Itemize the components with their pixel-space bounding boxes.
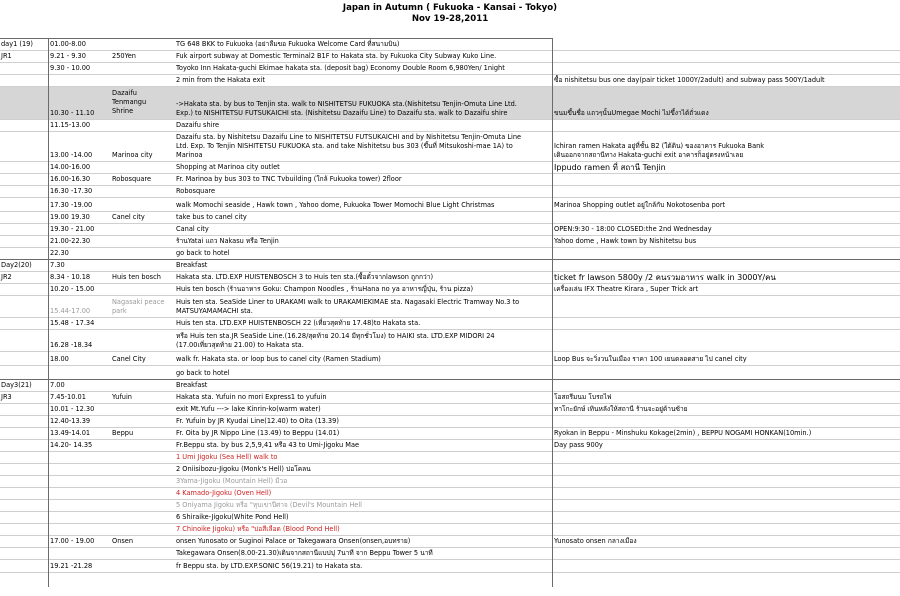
time-cell: 7.00 (50, 381, 65, 389)
activity-cell: walk Momochi seaside , Hawk town , Yahoo dome, Fukuoka Tower Momochi Blue Light Christmas (176, 201, 495, 209)
time-cell: 13.00 -14.00 (50, 151, 93, 159)
table-row (0, 512, 900, 524)
day-cell (0, 318, 48, 329)
note-cell (553, 524, 900, 535)
activity-cell: walk fr. Hakata sta. or loop bus to canel city (Ramen Stadium) (176, 355, 381, 363)
time-cell: 15.48 - 17.34 (50, 319, 95, 327)
activity-cell: Robosquare (176, 187, 216, 195)
time-cell: 16.00-16.30 (50, 175, 91, 183)
activity-cell: go back to hotel (176, 249, 230, 257)
note-cell: Day pass 900y (554, 441, 603, 449)
time-cell: 9.30 - 10.00 (50, 64, 91, 72)
note-cell: Yunosato onsen กลางเมือง (554, 537, 637, 545)
day-cell (0, 120, 48, 131)
time-cell: 14.20- 14.35 (50, 441, 93, 449)
activity-cell: Huis ten bosch (ร้านอาหาร Goku: Champon Noodles , ร้านHana no ya อาหารญี่ปุ่น, ร้าน pizza) (176, 285, 474, 293)
place-cell (111, 416, 175, 427)
table-row (0, 452, 900, 464)
table-row (0, 132, 900, 162)
time-cell (49, 500, 111, 511)
activity-cell: Fr. Marinoa by bus 303 to TNC Tvbuilding (ใกล้ Fukuoka tower) 2floor (176, 175, 402, 183)
activity-cell: 1 Umi Jigoku (Sea Hell) walk to (176, 453, 278, 461)
table-row (0, 380, 900, 392)
note-cell (553, 186, 900, 197)
time-cell (49, 476, 111, 487)
place-cell (111, 488, 175, 499)
table-row (0, 39, 900, 51)
place-cell (111, 404, 175, 415)
activity-cell: fr Beppu sta. by LTD.EXP.SONIC 56(19.21) to Hakata sta. (176, 562, 363, 570)
place-cell (111, 63, 175, 74)
time-cell (49, 366, 111, 379)
day-cell (0, 452, 48, 463)
note-cell (553, 500, 900, 511)
table-row (0, 416, 900, 428)
activity-cell: 2 Oniisibozu-Jigoku (Monk's Hell) บ่อโคลน (176, 465, 311, 473)
time-cell: 22.30 (50, 249, 69, 257)
place-cell: Onsen (112, 537, 134, 545)
day-cell (0, 512, 48, 523)
table-row (0, 352, 900, 366)
note-cell (553, 330, 900, 351)
day-cell (0, 248, 48, 259)
note-cell (553, 548, 900, 559)
activity-cell: 3Yama-Jigoku (Mountain Hell) มีวอ (176, 477, 288, 485)
note-cell: Loop Bus จะวิ่งวนในเมือง ราคา 100 เยนตลอดสาย ไป canel city (554, 355, 747, 363)
day-cell (0, 560, 48, 572)
document-title: Japan in Autumn ( Fukuoka - Kansai - Tokyo) (342, 3, 558, 13)
activity-cell: Breakfast (176, 261, 208, 269)
activity-cell: Fuk airport subway at Domestic Terminal2 B1F to Hakata sta. by Fukuoka City Subway Kuko Line. (176, 52, 497, 60)
place-cell (111, 260, 175, 271)
place-cell: Huis ten bosch (112, 273, 161, 281)
table-row (0, 318, 900, 330)
day-cell (0, 212, 48, 223)
time-cell: 18.00 (50, 355, 69, 363)
time-cell (49, 524, 111, 535)
place-cell (111, 380, 175, 391)
time-cell: 10.30 - 11.10 (50, 109, 95, 117)
day-cell (0, 440, 48, 451)
place-cell (111, 75, 175, 86)
place-cell: Yufuin (112, 393, 132, 401)
table-row (0, 87, 900, 120)
column-divider (552, 39, 553, 587)
place-cell (111, 366, 175, 379)
day-cell (0, 174, 48, 185)
table-row (0, 248, 900, 260)
table-row (0, 120, 900, 132)
document-dates: Nov 19-28,2011 (411, 14, 489, 24)
table-row (0, 296, 900, 318)
table-row (0, 272, 900, 284)
day-cell (0, 500, 48, 511)
place-cell (111, 476, 175, 487)
note-cell (553, 452, 900, 463)
note-cell: Ichiran ramen Hakata อยู่ที่ชั้น B2 (ใต้ดิน) ของอาคาร Fukuoka Bank เดินออกจากสถานีทาง Hakata-guchi exit อาคารก็อยู่ตรงหน้าเลย (554, 142, 765, 159)
day-cell (0, 404, 48, 415)
note-cell (553, 174, 900, 185)
note-cell: ทาโกะยักษ์ เทินหลังให้สถานี ร้านจะอยู่ด้านซ้าย (554, 405, 688, 413)
place-cell (111, 524, 175, 535)
table-row (0, 174, 900, 186)
activity-cell: Fr. Yufuin by JR Kyudai Line(12.40) to Oita (13.39) (176, 417, 339, 425)
activity-cell: Fr.Beppu sta. by bus 2,5,9,41 หรือ 43 to Umi-Jigoku Mae (176, 441, 360, 449)
table-row (0, 500, 900, 512)
day-cell (0, 162, 48, 173)
note-cell (553, 248, 900, 259)
activity-cell: Hakata sta. Yufuin no mori Express1 to yufuin (176, 393, 327, 401)
itinerary-table (0, 39, 900, 573)
time-cell: 10.01 - 12.30 (50, 405, 95, 413)
time-cell: 10.20 - 15.00 (50, 285, 95, 293)
table-row (0, 476, 900, 488)
place-cell (111, 500, 175, 511)
time-cell: 16.28 -18.34 (50, 341, 93, 349)
place-cell: 250Yen (112, 52, 136, 60)
table-row (0, 186, 900, 198)
place-cell (111, 548, 175, 559)
table-row (0, 236, 900, 248)
place-cell (111, 248, 175, 259)
place-cell: Canel City (112, 355, 146, 363)
time-cell: 15.44-17.00 (50, 307, 91, 315)
table-row (0, 366, 900, 380)
day-cell (0, 236, 48, 247)
time-cell (49, 464, 111, 475)
note-cell (553, 296, 900, 317)
note-cell: เครื่องเล่น IFX Theatre Kirara , Super Trick art (554, 285, 699, 293)
activity-cell: go back to hotel (176, 369, 230, 377)
note-cell: โอสถรีมนม โบรถไฟ (554, 393, 612, 401)
activity-cell: Toyoko Inn Hakata-guchi Ekimae hakata sta. (deposit bag) Economy Double Room 6,980Yen/ 1night (176, 64, 505, 72)
place-cell (111, 560, 175, 572)
note-cell: ขนมขึ้นชื่อ แถวๆนั้นUmegae Mochi ไม่ขึ้งาได้ถั่วแดง (554, 109, 709, 117)
place-cell (111, 236, 175, 247)
place-cell (111, 120, 175, 131)
place-cell (111, 284, 175, 295)
day-cell (0, 416, 48, 427)
table-row (0, 51, 900, 63)
day-cell: JR3 (1, 393, 12, 401)
table-row (0, 212, 900, 224)
note-cell: Yahoo dome , Hawk town by Nishitetsu bus (554, 237, 697, 245)
time-cell (49, 452, 111, 463)
table-row (0, 75, 900, 87)
day-cell: Day3(21) (1, 381, 32, 389)
note-cell (553, 318, 900, 329)
table-row (0, 440, 900, 452)
place-cell (111, 452, 175, 463)
activity-cell: Huis ten sta. SeaSide Liner to URAKAMI walk to URAKAMIEKIMAE sta. Nagasaki Electric Tramway No.3 to MATSUYAMAMACHI sta. (176, 298, 520, 315)
day-cell (0, 464, 48, 475)
day-cell (0, 548, 48, 559)
place-cell (111, 330, 175, 351)
day-cell: JR1 (1, 52, 12, 60)
time-cell: 8.34 - 10.18 (50, 273, 91, 281)
place-cell: Dazaifu Tenmangu Shrine (112, 89, 147, 115)
day-cell (0, 428, 48, 439)
day-cell (0, 198, 48, 211)
note-cell (553, 366, 900, 379)
activity-cell: 5 Oniyama Jigoku หรือ "หุบเขาปีศาจ (Devil's Mountain Hell (176, 501, 362, 509)
note-cell (553, 260, 900, 271)
place-cell (111, 162, 175, 173)
day-cell (0, 87, 48, 119)
activity-cell: Hakata sta. LTD.EXP HUISTENBOSCH 3 to Huis ten sta.(ซื้อตั๋วจากlawson ถูกกว่า) (176, 273, 434, 281)
place-cell (111, 464, 175, 475)
note-cell (553, 380, 900, 391)
activity-cell: TG 648 BKK to Fukuoka (อย่าลืมขอ Fukuoka Welcome Card ที่สนามบิน) (176, 40, 400, 48)
day-cell (0, 63, 48, 74)
column-divider (48, 39, 49, 587)
activity-cell: Fr. Oita by JR Nippo Line (13.49) to Beppu (14.01) (176, 429, 340, 437)
activity-cell: Breakfast (176, 381, 208, 389)
activity-cell: 6 Shiraike-Jigoku(White Pond Hell) (176, 513, 289, 521)
place-cell: Robosquare (112, 175, 152, 183)
day-cell (0, 296, 48, 317)
table-row (0, 198, 900, 212)
table-row (0, 392, 900, 404)
table-row (0, 488, 900, 500)
table-row (0, 404, 900, 416)
note-cell: Ippudo ramen ที่ สถานี Tenjin (554, 163, 666, 172)
activity-cell: ร้านYatai แถว Nakasu หรือ Tenjin (176, 237, 279, 245)
day-cell (0, 224, 48, 235)
activity-cell: Canal city (176, 225, 209, 233)
day-cell (0, 524, 48, 535)
place-cell (111, 440, 175, 451)
time-cell: 14.00-16.00 (50, 163, 91, 171)
day-cell: Day2(20) (1, 261, 32, 269)
note-cell (553, 476, 900, 487)
note-cell (553, 212, 900, 223)
place-cell (111, 318, 175, 329)
time-cell: 21.00-22.30 (50, 237, 91, 245)
place-cell (111, 39, 175, 50)
day-cell (0, 366, 48, 379)
time-cell: 19.30 - 21.00 (50, 225, 95, 233)
time-cell: 13.49-14.01 (50, 429, 91, 437)
note-cell: ticket fr lawson 5800y /2 คนรวมอาหาร walk in 3000Y/คน (554, 273, 776, 282)
place-cell: Beppu (112, 429, 134, 437)
place-cell: Marinoa city (112, 151, 153, 159)
activity-cell: ->Hakata sta. by bus to Tenjin sta. walk to NISHITETSU FUKUOKA sta.(Nishitetsu Tenjin-Omuta Line Ltd. Exp.) to NISHITETSU FUTSUKAICHI sta. (Nishitetsu Dazaifu Line) to Dazaifu sta. walk to Dazaifu shire (176, 100, 517, 117)
activity-cell: take bus to canel city (176, 213, 247, 221)
time-cell: 7.45-10.01 (50, 393, 86, 401)
time-cell: 19.00 19.30 (50, 213, 90, 221)
day-cell (0, 186, 48, 197)
time-cell: 01.00-8.00 (50, 40, 86, 48)
day-cell (0, 330, 48, 351)
day-cell (0, 284, 48, 295)
table-row (0, 330, 900, 352)
time-cell: 16.30 -17.30 (50, 187, 93, 195)
table-row (0, 162, 900, 174)
table-row (0, 284, 900, 296)
place-cell (111, 512, 175, 523)
time-cell: 9.21 - 9.30 (50, 52, 86, 60)
note-cell (553, 63, 900, 74)
note-cell (553, 464, 900, 475)
table-row (0, 560, 900, 573)
note-cell: ซื้อ nishitetsu bus one day(pair ticket 1000Y/2adult) and subway pass 500Y/1adult (554, 76, 825, 84)
day-cell: day1 (19) (1, 40, 33, 48)
activity-cell: หรือ Huis ten sta.JR SeaSide Line.(16.28/สุดท้าย 20.14 มีทุกชั่วโมง) to HAIKI sta. LTD.EXP MIDORI 24 (17.00เที่ยวสุดท้าย 21.00) to Hakata sta. (176, 332, 495, 349)
day-cell (0, 352, 48, 365)
place-cell (111, 198, 175, 211)
table-row (0, 464, 900, 476)
time-cell (49, 548, 111, 559)
note-cell: Marinoa Shopping outlet อยู่ใกล้กับ Nokotosenba port (554, 201, 726, 209)
activity-cell: Dazaifu sta. by Nishitetsu Dazaifu Line to NISHITETSU FUTSUKAICHI and by Nishitetsu Tenjin-Omuta Line Ltd. Exp. To Tenjin NISHITETSU FUKUOKA sta. and take Nishitetsu bus 303 (ขึ้นที่ Mitsukoshi-mae 1A) to Marinoa (176, 133, 522, 159)
activity-cell: onsen Yunosato or Suginoi Palace or Takegawara Onsen(onsen,อบทราย) (176, 537, 411, 545)
activity-cell: exit Mt.Yufu ---> lake Kinrin-ko(warm water) (176, 405, 321, 413)
activity-cell: Shopping at Marinoa city outlet (176, 163, 280, 171)
day-cell: JR2 (1, 273, 12, 281)
table-row (0, 63, 900, 75)
day-cell (0, 132, 48, 161)
note-cell (553, 560, 900, 572)
time-cell: 11.15-13.00 (50, 121, 91, 129)
day-cell (0, 75, 48, 86)
time-cell: 17.30 -19.00 (50, 201, 93, 209)
time-cell: 17.00 - 19.00 (50, 537, 95, 545)
time-cell: 12.40-13.39 (50, 417, 91, 425)
day-cell (0, 536, 48, 547)
activity-cell: Huis ten sta. LTD.EXP HUISTENBOSCH 22 (เที่ยวสุดท้าย 17.48)to Hakata sta. (176, 319, 421, 327)
time-cell (49, 75, 111, 86)
note-cell: Ryokan in Beppu - Minshuku Kokage(2min) , BEPPU NOGAMI HONKAN(10min.) (554, 429, 812, 437)
time-cell: 7.30 (50, 261, 65, 269)
activity-cell: Takegawara Onsen(8.00-21.30)เดินจากสถานีแบปปุ 7นาที จาก Beppu Tower 5 นาที (176, 549, 433, 557)
time-cell (49, 512, 111, 523)
activity-cell: 7 Chinoike Jigoku) หรือ "บ่อสีเลือด (Blood Pond Hell) (176, 525, 340, 533)
day-cell (0, 488, 48, 499)
note-cell (553, 488, 900, 499)
table-row (0, 224, 900, 236)
note-cell (553, 416, 900, 427)
place-cell: Canel city (112, 213, 145, 221)
activity-cell: 2 min from the Hakata exit (176, 76, 265, 84)
note-cell: OPEN:9:30 - 18:00 CLOSED:the 2nd Wednesday (554, 225, 712, 233)
day-cell (0, 476, 48, 487)
activity-cell: 4 Kamado-Jigoku (Oven Hell) (176, 489, 272, 497)
table-row (0, 524, 900, 536)
note-cell (553, 512, 900, 523)
table-row (0, 260, 900, 272)
note-cell (553, 51, 900, 62)
place-cell (111, 186, 175, 197)
place-cell: Nagasaki peace park (112, 298, 165, 315)
place-cell (111, 224, 175, 235)
table-row (0, 428, 900, 440)
time-cell (49, 488, 111, 499)
time-cell: 19.21 -21.28 (50, 562, 93, 570)
table-row (0, 548, 900, 560)
note-cell (553, 120, 900, 131)
activity-cell: Dazaifu shire (176, 121, 220, 129)
table-row (0, 536, 900, 548)
note-cell (553, 39, 900, 50)
